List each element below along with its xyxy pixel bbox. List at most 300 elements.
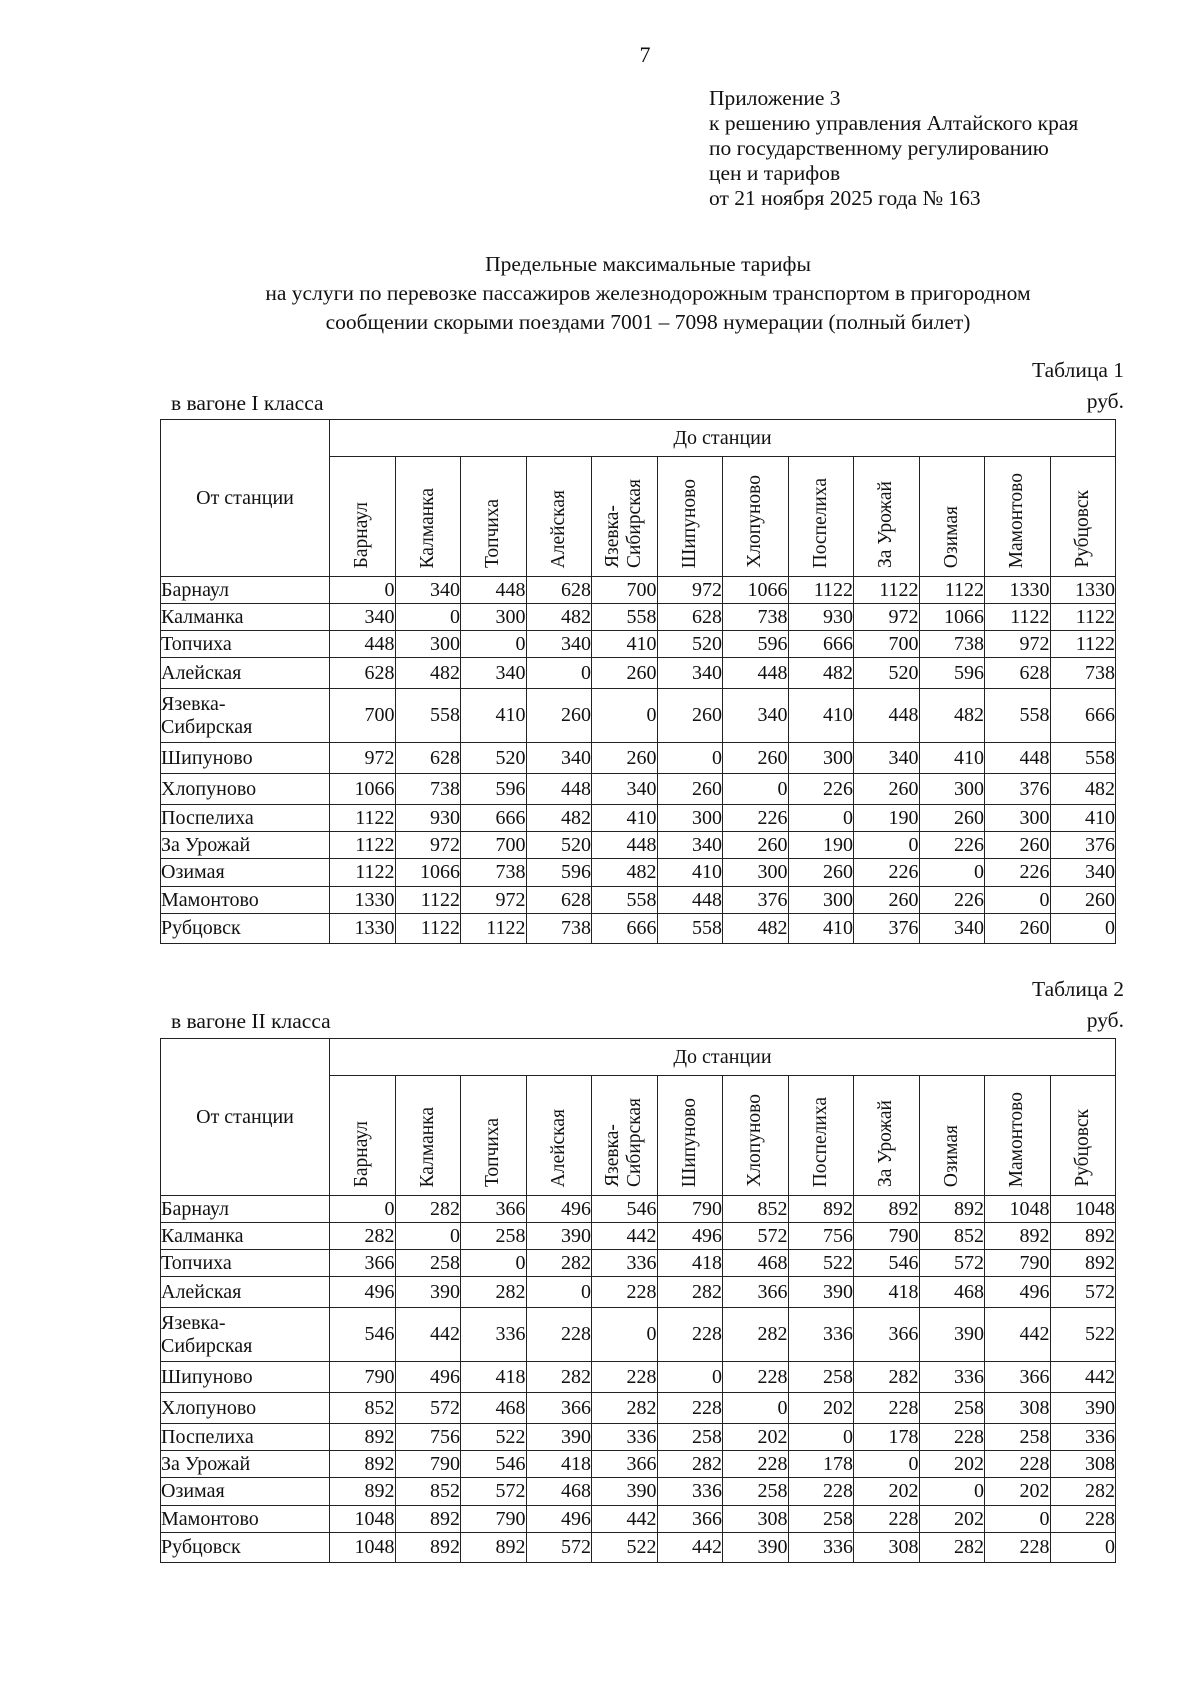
tariff-cell: 258 [788,1506,854,1533]
tariff-cell: 260 [854,887,920,914]
row-station-name: Барнаул [161,1196,330,1223]
tariff-cell: 300 [788,887,854,914]
tariff-cell: 228 [985,1451,1051,1478]
tariff-cell: 0 [461,1250,527,1277]
tariff-cell: 340 [526,631,592,658]
appendix-line: к решению управления Алтайского края [709,111,1079,135]
tariff-cell: 1122 [395,887,461,914]
title-line: Предельные максимальные тарифы [485,252,811,276]
header-from-station: От станции [161,1039,330,1196]
tariff-cell: 520 [461,743,527,774]
table-1-car-class: в вагоне I класса [171,391,324,415]
tariff-cell: 448 [657,887,723,914]
tariff-cell: 756 [395,1424,461,1451]
column-header-label: Рубцовск [1071,1109,1093,1187]
table-row [161,1393,1116,1424]
tariff-cell: 260 [1050,887,1116,914]
tariff-table-2 [160,1038,1116,1563]
tariff-cell: 410 [592,631,658,658]
table-row [161,577,1116,604]
table-row [161,1424,1116,1451]
tariff-cell: 442 [1050,1362,1116,1393]
table-row [161,832,1116,859]
tariff-cell: 1330 [985,577,1051,604]
tariff-cell: 448 [526,774,592,805]
tariff-cell: 260 [657,774,723,805]
column-header-label: Топчиха [482,498,504,568]
tariff-cell: 930 [395,805,461,832]
tariff-cell: 790 [461,1506,527,1533]
tariff-cell: 972 [854,604,920,631]
tariff-cell: 448 [723,658,789,689]
tariff-cell: 572 [919,1250,985,1277]
tariff-cell: 0 [985,887,1051,914]
tariff-cell: 410 [592,805,658,832]
tariff-cell: 0 [657,1362,723,1393]
tariff-cell: 522 [788,1250,854,1277]
tariff-cell: 308 [723,1506,789,1533]
tariff-cell: 282 [919,1533,985,1563]
tariff-cell: 596 [461,774,527,805]
tariff-cell: 496 [985,1277,1051,1308]
tariff-cell: 258 [723,1478,789,1506]
table-row [161,1277,1116,1308]
tariff-cell: 282 [526,1250,592,1277]
tariff-cell: 738 [723,604,789,631]
tariff-cell: 496 [657,1223,723,1250]
tariff-cell: 852 [330,1393,396,1424]
tariff-cell: 892 [395,1506,461,1533]
tariff-cell: 0 [1050,1533,1116,1563]
tariff-cell: 0 [526,658,592,689]
column-header-label: Озимая [940,1124,962,1187]
row-station-name: Барнаул [161,577,330,604]
tariff-cell: 336 [919,1362,985,1393]
table-row [161,1362,1116,1393]
column-header-station [592,457,658,577]
column-header-label: Язевка- Сибирская [602,1097,646,1187]
tariff-cell: 468 [526,1478,592,1506]
table-2-car-class: в вагоне II класса [171,1009,331,1033]
table-row [161,658,1116,689]
row-station-name: Топчиха [161,631,330,658]
tariff-cell: 1048 [985,1196,1051,1223]
tariff-cell: 852 [395,1478,461,1506]
tariff-cell: 366 [657,1506,723,1533]
tariff-cell: 376 [985,774,1051,805]
tariff-cell: 0 [788,1424,854,1451]
title-line: сообщении скорыми поездами 7001 – 7098 нумерации (полный билет) [325,310,971,334]
tariff-cell: 700 [330,689,396,743]
header-to-station: До станции [330,1039,1116,1076]
tariff-cell: 666 [788,631,854,658]
tariff-cell: 738 [919,631,985,658]
table-row [161,1196,1116,1223]
tariff-cell: 340 [723,689,789,743]
tariff-cell: 260 [985,832,1051,859]
tariff-cell: 418 [657,1250,723,1277]
tariff-cell: 596 [919,658,985,689]
row-station-name: Шипуново [161,1362,330,1393]
table-row [161,743,1116,774]
tariff-cell: 300 [985,805,1051,832]
column-header-station [723,457,789,577]
tariff-cell: 226 [919,832,985,859]
tariff-cell: 0 [1050,914,1116,944]
tariff-cell: 790 [657,1196,723,1223]
tariff-cell: 852 [919,1223,985,1250]
tariff-cell: 258 [657,1424,723,1451]
tariff-cell: 558 [592,887,658,914]
tariff-cell: 340 [526,743,592,774]
column-header-station [330,1076,396,1196]
column-header-station [1050,1076,1116,1196]
tariff-cell: 0 [330,577,396,604]
table-row [161,914,1116,944]
tariff-cell: 1066 [919,604,985,631]
tariff-cell: 790 [854,1223,920,1250]
row-station-name: Калманка [161,604,330,631]
tariff-cell: 546 [854,1250,920,1277]
column-header-label: Поспелиха [809,477,831,568]
table-row [161,1250,1116,1277]
tariff-cell: 852 [723,1196,789,1223]
tariff-cell: 260 [657,689,723,743]
tariff-cell: 300 [919,774,985,805]
tariff-cell: 366 [461,1196,527,1223]
tariff-cell: 300 [395,631,461,658]
column-header-station [461,457,527,577]
tariff-cell: 366 [330,1250,396,1277]
appendix-line: Приложение 3 [709,86,841,110]
column-header-label: Рубцовск [1071,490,1093,568]
tariff-cell: 892 [985,1223,1051,1250]
tariff-cell: 410 [788,689,854,743]
tariff-cell: 228 [788,1478,854,1506]
tariff-cell: 0 [788,805,854,832]
tariff-cell: 202 [788,1393,854,1424]
tariff-cell: 228 [592,1362,658,1393]
tariff-cell: 1122 [1050,631,1116,658]
column-header-station [919,1076,985,1196]
tariff-cell: 410 [919,743,985,774]
tariff-cell: 0 [592,1308,658,1362]
tariff-cell: 572 [526,1533,592,1563]
tariff-cell: 972 [330,743,396,774]
column-header-label: Озимая [940,505,962,568]
table-row [161,689,1116,743]
tariff-cell: 1330 [330,887,396,914]
tariff-cell: 522 [1050,1308,1116,1362]
tariff-cell: 282 [854,1362,920,1393]
tariff-cell: 468 [919,1277,985,1308]
row-station-name: Рубцовск [161,914,330,944]
tariff-cell: 260 [592,658,658,689]
tariff-cell: 448 [592,832,658,859]
header-from-station: От станции [161,420,330,577]
row-station-name: Поспелиха [161,1424,330,1451]
table-row [161,1308,1116,1362]
tariff-cell: 340 [854,743,920,774]
tariff-cell: 0 [461,631,527,658]
tariff-cell: 340 [657,832,723,859]
tariff-cell: 700 [592,577,658,604]
row-station-name: Калманка [161,1223,330,1250]
table-row [161,1533,1116,1563]
tariff-cell: 258 [461,1223,527,1250]
tariff-cell: 666 [592,914,658,944]
tariff-cell: 522 [461,1424,527,1451]
tariff-cell: 0 [985,1506,1051,1533]
tariff-cell: 1122 [788,577,854,604]
tariff-cell: 972 [461,887,527,914]
tariff-cell: 628 [657,604,723,631]
row-station-name: Поспелиха [161,805,330,832]
tariff-cell: 226 [788,774,854,805]
column-header-station [592,1076,658,1196]
tariff-cell: 482 [1050,774,1116,805]
tariff-cell: 1048 [330,1533,396,1563]
appendix-line: цен и тарифов [709,161,841,185]
tariff-cell: 418 [854,1277,920,1308]
column-header-station [657,457,723,577]
tariff-cell: 482 [526,805,592,832]
tariff-cell: 226 [723,805,789,832]
column-header-station [1050,457,1116,577]
table-2-currency: руб. [1086,1008,1124,1032]
tariff-cell: 336 [788,1533,854,1563]
tariff-cell: 790 [330,1362,396,1393]
column-header-station [854,1076,920,1196]
table-row [161,1451,1116,1478]
tariff-cell: 260 [592,743,658,774]
tariff-cell: 336 [788,1308,854,1362]
tariff-cell: 258 [985,1424,1051,1451]
tariff-cell: 496 [330,1277,396,1308]
tariff-cell: 418 [461,1362,527,1393]
tariff-cell: 0 [330,1196,396,1223]
tariff-cell: 496 [395,1362,461,1393]
tariff-cell: 228 [854,1506,920,1533]
tariff-cell: 390 [526,1424,592,1451]
column-header-label: Калманка [416,487,438,568]
tariff-cell: 1122 [395,914,461,944]
tariff-cell: 468 [461,1393,527,1424]
tariff-cell: 202 [854,1478,920,1506]
tariff-cell: 410 [788,914,854,944]
column-header-station [657,1076,723,1196]
tariff-cell: 700 [461,832,527,859]
tariff-cell: 892 [395,1533,461,1563]
tariff-cell: 1122 [330,805,396,832]
tariff-cell: 336 [657,1478,723,1506]
tariff-cell: 1122 [985,604,1051,631]
column-header-label: За Урожай [875,481,897,568]
tariff-cell: 226 [919,887,985,914]
tariff-cell: 260 [723,832,789,859]
tariff-cell: 300 [461,604,527,631]
tariff-cell: 572 [1050,1277,1116,1308]
column-header-station [395,1076,461,1196]
tariff-cell: 482 [395,658,461,689]
tariff-cell: 226 [854,859,920,887]
row-station-name: Озимая [161,859,330,887]
tariff-cell: 282 [330,1223,396,1250]
column-header-station [788,457,854,577]
tariff-cell: 442 [985,1308,1051,1362]
tariff-cell: 376 [854,914,920,944]
tariff-cell: 442 [592,1223,658,1250]
column-header-station [395,457,461,577]
tariff-cell: 572 [723,1223,789,1250]
tariff-cell: 522 [592,1533,658,1563]
tariff-cell: 418 [526,1451,592,1478]
tariff-cell: 596 [526,859,592,887]
tariff-cell: 366 [723,1277,789,1308]
column-header-label: Шипуново [678,1097,700,1187]
tariff-cell: 340 [919,914,985,944]
tariff-cell: 202 [985,1478,1051,1506]
tariff-cell: 410 [657,859,723,887]
tariff-cell: 520 [854,658,920,689]
tariff-cell: 972 [985,631,1051,658]
tariff-cell: 300 [723,859,789,887]
column-header-station [526,1076,592,1196]
tariff-cell: 366 [854,1308,920,1362]
tariff-cell: 282 [723,1308,789,1362]
column-header-label: Калманка [416,1106,438,1187]
tariff-cell: 558 [657,914,723,944]
tariff-cell: 178 [854,1424,920,1451]
tariff-cell: 0 [395,604,461,631]
tariff-cell: 260 [526,689,592,743]
tariff-cell: 228 [985,1533,1051,1563]
tariff-cell: 340 [1050,859,1116,887]
table-row [161,1223,1116,1250]
tariff-cell: 410 [1050,805,1116,832]
tariff-cell: 340 [657,658,723,689]
page-number: 7 [639,42,651,67]
tariff-cell: 308 [985,1393,1051,1424]
row-station-name: За Урожай [161,1451,330,1478]
tariff-cell: 228 [657,1393,723,1424]
column-header-label: Хлопуново [744,475,766,568]
tariff-cell: 442 [657,1533,723,1563]
tariff-cell: 0 [919,859,985,887]
tariff-cell: 282 [657,1451,723,1478]
tariff-cell: 228 [854,1393,920,1424]
tariff-table-1 [160,419,1116,944]
tariff-cell: 596 [723,631,789,658]
row-station-name: Хлопуново [161,774,330,805]
tariff-cell: 572 [461,1478,527,1506]
document-title [0,250,1200,337]
column-header-label: Барнаул [351,501,373,568]
tariff-cell: 558 [395,689,461,743]
tariff-cell: 340 [330,604,396,631]
tariff-cell: 228 [592,1277,658,1308]
tariff-cell: 700 [854,631,920,658]
tariff-cell: 892 [1050,1223,1116,1250]
tariff-cell: 448 [985,743,1051,774]
tariff-cell: 178 [788,1451,854,1478]
tariff-cell: 520 [657,631,723,658]
row-station-name: Мамонтово [161,1506,330,1533]
tariff-cell: 336 [461,1308,527,1362]
table-row [161,1506,1116,1533]
tariff-cell: 448 [461,577,527,604]
tariff-cell: 892 [788,1196,854,1223]
tariff-cell: 442 [395,1308,461,1362]
tariff-cell: 0 [526,1277,592,1308]
tariff-cell: 892 [461,1533,527,1563]
tariff-cell: 0 [657,743,723,774]
tariff-cell: 260 [985,914,1051,944]
tariff-cell: 258 [919,1393,985,1424]
appendix-line: по государственному регулированию [709,136,1049,160]
tariff-cell: 892 [330,1424,396,1451]
tariff-cell: 442 [592,1506,658,1533]
row-station-name: Рубцовск [161,1533,330,1563]
column-header-label: Язевка- Сибирская [602,478,646,568]
row-station-name: Топчиха [161,1250,330,1277]
tariff-cell: 468 [723,1250,789,1277]
tariff-cell: 558 [985,689,1051,743]
tariff-cell: 572 [395,1393,461,1424]
tariff-cell: 496 [526,1196,592,1223]
tariff-cell: 260 [919,805,985,832]
tariff-cell: 340 [592,774,658,805]
column-header-label: За Урожай [875,1100,897,1187]
tariff-cell: 482 [526,604,592,631]
tariff-cell: 228 [1050,1506,1116,1533]
tariff-cell: 390 [788,1277,854,1308]
tariff-cell: 366 [592,1451,658,1478]
tariff-cell: 1122 [330,859,396,887]
tariff-cell: 282 [657,1277,723,1308]
table-row [161,631,1116,658]
tariff-cell: 376 [723,887,789,914]
tariff-cell: 202 [919,1506,985,1533]
tariff-cell: 190 [788,832,854,859]
tariff-cell: 546 [592,1196,658,1223]
table-row [161,1478,1116,1506]
table-1-label: Таблица 1 [1032,358,1124,382]
tariff-cell: 482 [723,914,789,944]
column-header-label: Барнаул [351,1120,373,1187]
tariff-cell: 0 [919,1478,985,1506]
table-row [161,805,1116,832]
tariff-cell: 202 [723,1424,789,1451]
row-station-name: Шипуново [161,743,330,774]
column-header-station [788,1076,854,1196]
column-header-label: Алейская [547,1108,569,1187]
row-station-name: Хлопуново [161,1393,330,1424]
tariff-cell: 1122 [1050,604,1116,631]
tariff-cell: 558 [592,604,658,631]
tariff-cell: 390 [395,1277,461,1308]
tariff-cell: 366 [526,1393,592,1424]
tariff-cell: 282 [526,1362,592,1393]
column-header-label: Мамонтово [1006,472,1028,568]
tariff-cell: 482 [592,859,658,887]
column-header-station [330,457,396,577]
tariff-cell: 1122 [461,914,527,944]
tariff-cell: 0 [854,1451,920,1478]
tariff-cell: 300 [657,805,723,832]
tariff-cell: 390 [592,1478,658,1506]
tariff-cell: 756 [788,1223,854,1250]
